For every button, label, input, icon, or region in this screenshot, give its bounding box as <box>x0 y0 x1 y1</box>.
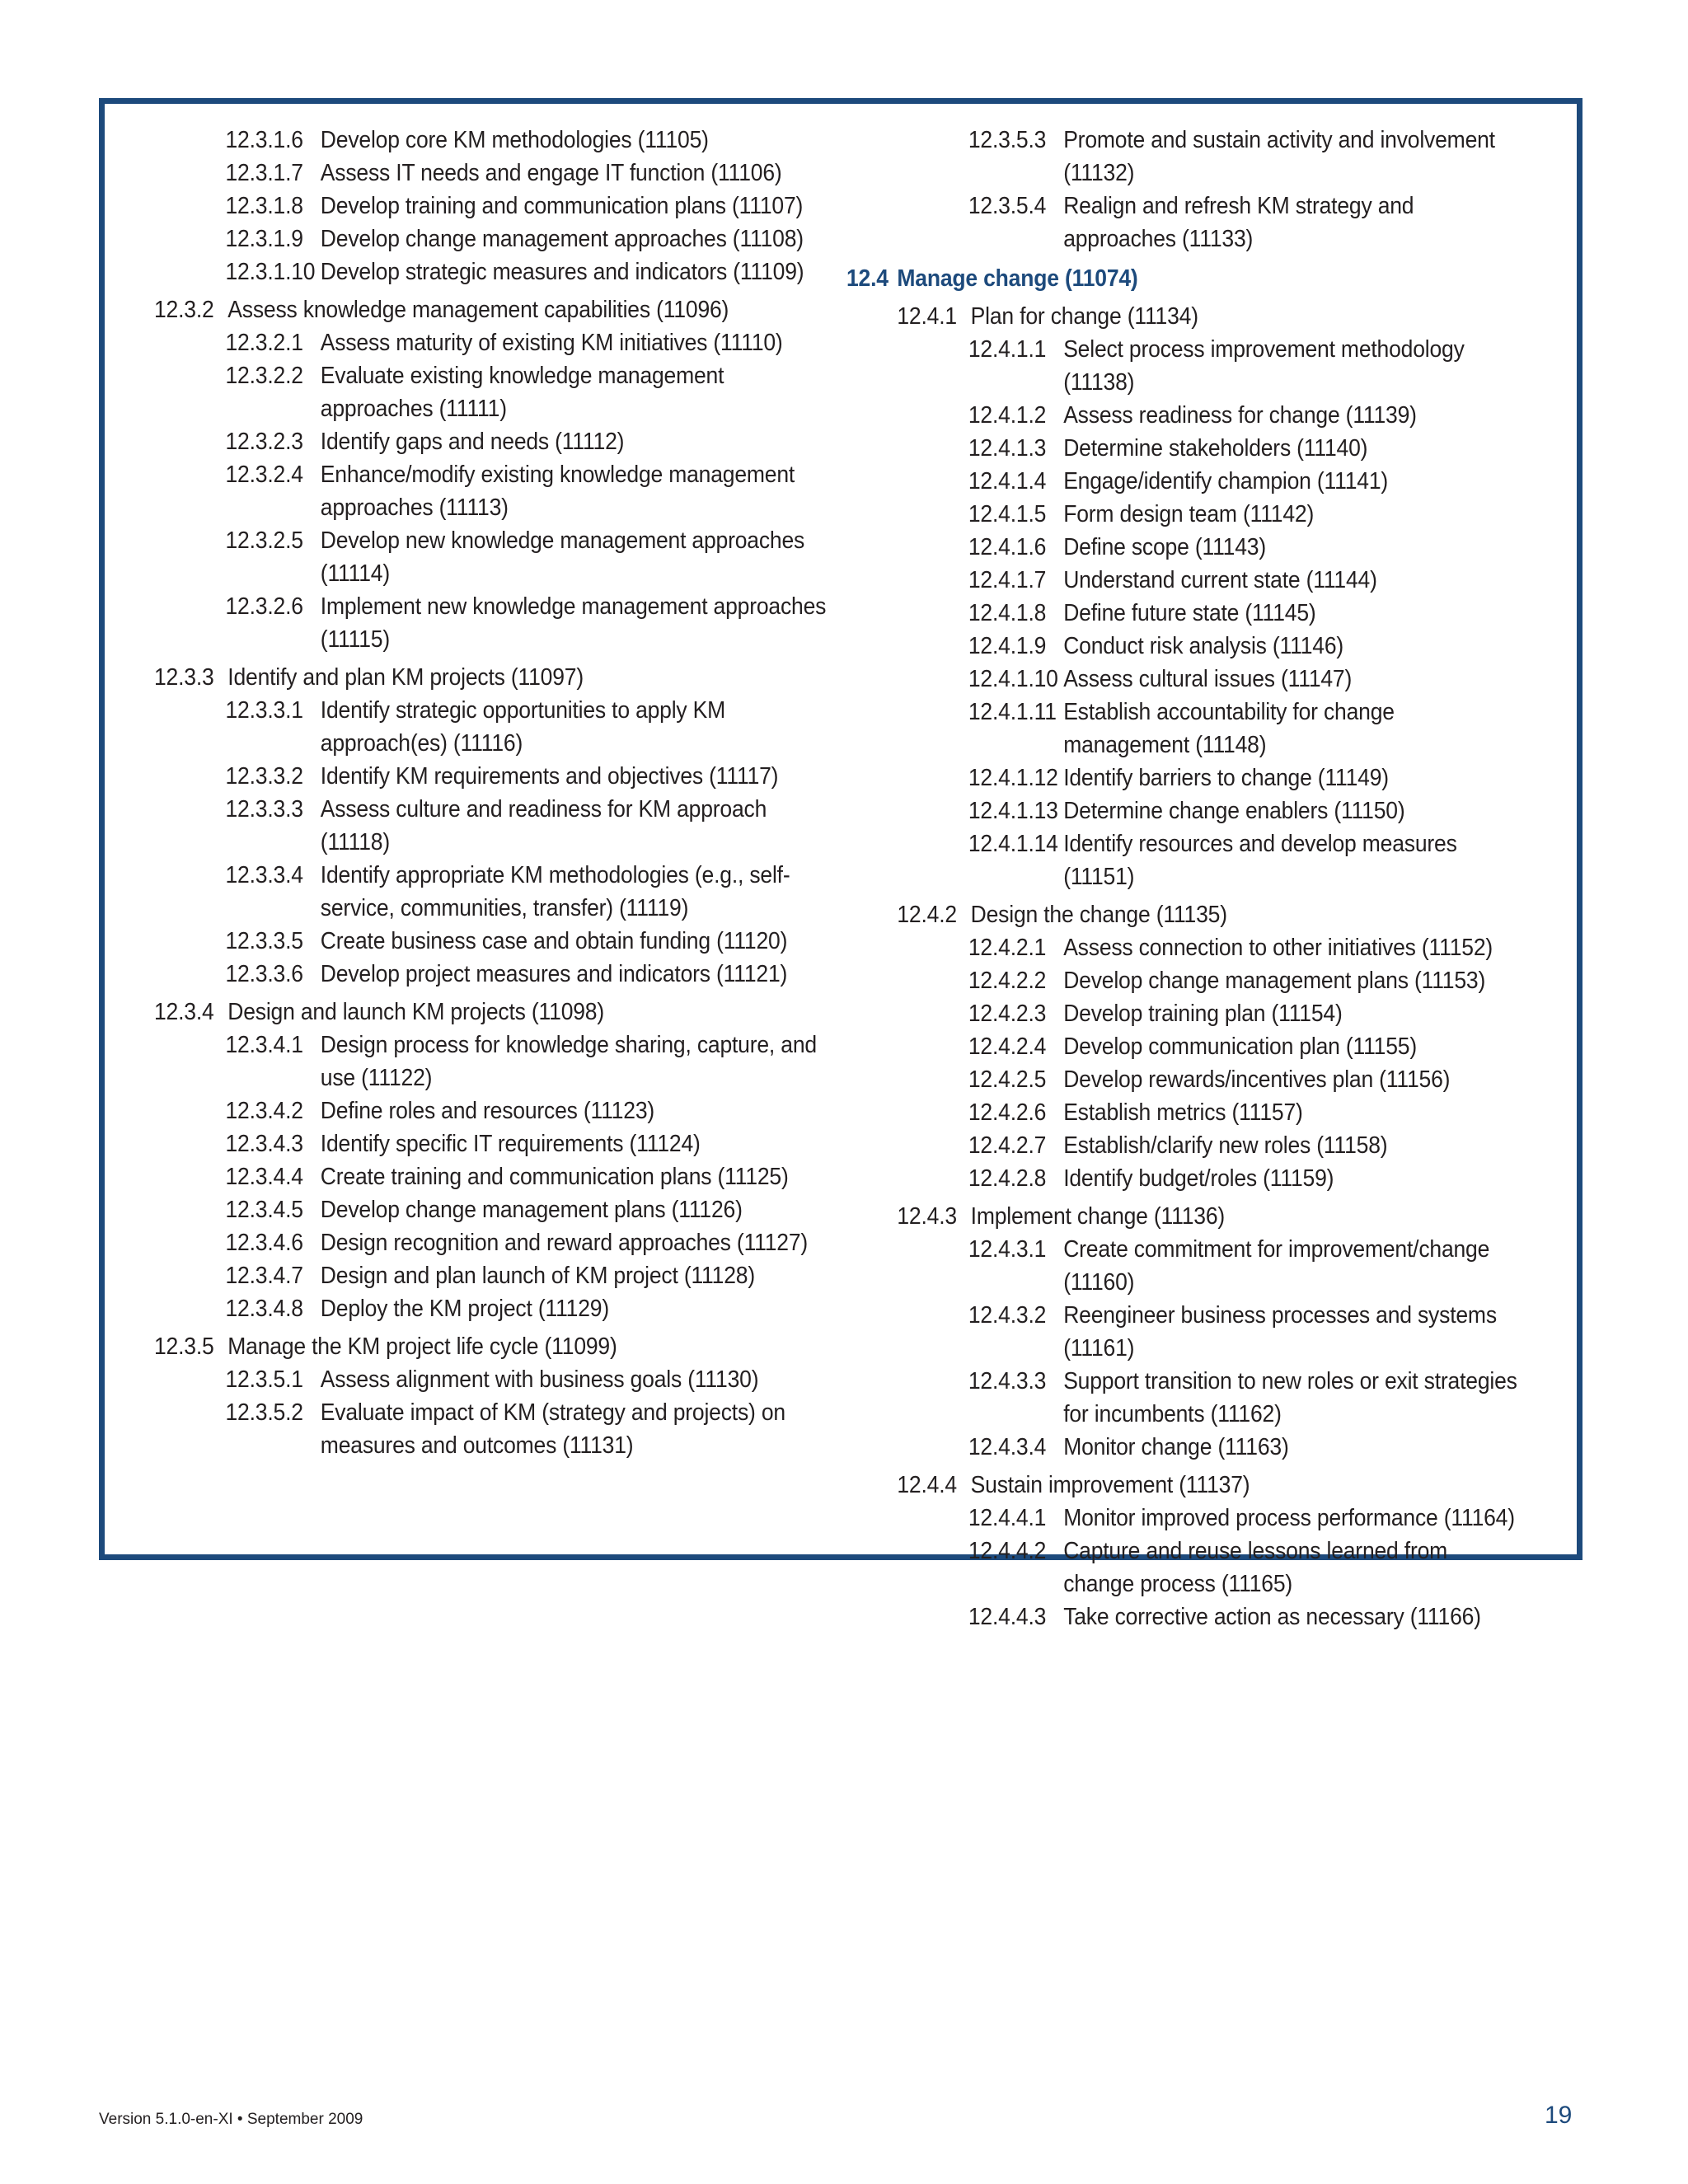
outline-item-level-4 <box>846 1299 1521 1365</box>
outline-item-level-4 <box>154 1094 837 1127</box>
outline-number: 12.4.3.3 <box>968 1368 1047 1394</box>
outline-text: Assess IT needs and engage IT function (11106) <box>320 160 782 186</box>
outline-number: 12.3.4.3 <box>225 1131 303 1157</box>
outline-text: Establish accountability for change management (11148) <box>1063 699 1395 758</box>
outline-number: 12.3.2.6 <box>225 593 303 620</box>
left-column <box>154 124 888 1462</box>
outline-item-level-4 <box>846 190 1521 255</box>
outline-text: Develop change management approaches (11108) <box>320 226 804 252</box>
outline-number: 12.3.3.1 <box>225 697 303 724</box>
outline-number: 12.3.5.4 <box>968 193 1047 219</box>
outline-item-level-4 <box>846 663 1521 696</box>
outline-item-level-4 <box>846 931 1521 964</box>
outline-number: 12.4.1.9 <box>968 633 1047 659</box>
outline-text: Determine stakeholders (11140) <box>1063 435 1368 462</box>
outline-item-level-4 <box>154 1226 837 1259</box>
outline-text: Design and plan launch of KM project (11128) <box>320 1263 755 1289</box>
outline-number: 12.4.2.2 <box>968 968 1047 994</box>
outline-text: Evaluate impact of KM (strategy and projects) on measures and outcomes (11131) <box>320 1399 785 1459</box>
outline-text: Design process for knowledge sharing, capture, and use (11122) <box>320 1032 817 1091</box>
outline-item-level-4 <box>154 255 837 288</box>
outline-number: 12.4.2.5 <box>968 1066 1047 1093</box>
outline-item-level-4 <box>154 793 837 859</box>
outline-number: 12.4.1.5 <box>968 501 1047 527</box>
outline-item-level-4 <box>846 964 1521 997</box>
outline-number: 12.4.2 <box>897 902 957 928</box>
outline-text: Determine change enablers (11150) <box>1063 798 1405 824</box>
outline-item-level-4 <box>154 1259 837 1292</box>
outline-text: Create commitment for improvement/change (11160) <box>1063 1236 1490 1296</box>
outline-number: 12.4 <box>846 265 889 292</box>
outline-text: Develop core KM methodologies (11105) <box>320 127 709 153</box>
outline-number: 12.4.1.13 <box>968 798 1058 824</box>
outline-text: Develop training and communication plans (11107) <box>320 193 804 219</box>
outline-number: 12.3.4.6 <box>225 1230 303 1256</box>
outline-text: Establish/clarify new roles (11158) <box>1063 1132 1388 1159</box>
outline-number: 12.4.1.7 <box>968 567 1047 593</box>
outline-item-level-4 <box>154 190 837 223</box>
outline-text: Assess cultural issues (11147) <box>1063 666 1353 692</box>
outline-item-level-4 <box>154 157 837 190</box>
outline-item-level-4 <box>846 1096 1521 1129</box>
outline-text: Assess maturity of existing KM initiatives (11110) <box>320 330 783 356</box>
outline-number: 12.4.1.1 <box>968 336 1047 363</box>
outline-number: 12.4.2.4 <box>968 1033 1047 1060</box>
outline-number: 12.3.3.3 <box>225 796 303 823</box>
outline-item-level-4 <box>154 223 837 255</box>
outline-text: Develop strategic measures and indicators (11109) <box>320 259 804 285</box>
outline-text: Identify appropriate KM methodologies (e.g., self-service, communities, transfer) (11119) <box>320 862 790 921</box>
outline-text: Take corrective action as necessary (11166) <box>1063 1604 1481 1630</box>
outline-number: 12.4.1.14 <box>968 831 1058 857</box>
outline-item-level-4 <box>154 760 837 793</box>
outline-number: 12.4.2.8 <box>968 1165 1047 1192</box>
outline-number: 12.4.4.1 <box>968 1505 1047 1531</box>
outline-number: 12.3.4.5 <box>225 1197 303 1223</box>
outline-text: Establish metrics (11157) <box>1063 1099 1303 1126</box>
outline-number: 12.4.1.8 <box>968 600 1047 626</box>
outline-text: Create business case and obtain funding (11120) <box>320 928 788 954</box>
outline-item-level-4 <box>846 762 1521 794</box>
outline-text: Develop new knowledge management approaches (11114) <box>320 527 805 587</box>
outline-item-level-4 <box>154 1396 837 1462</box>
outline-text: Sustain improvement (11137) <box>970 1472 1250 1498</box>
outline-text: Plan for change (11134) <box>970 303 1198 330</box>
outline-text: Identify and plan KM projects (11097) <box>227 664 584 691</box>
outline-number: 12.3.3.5 <box>225 928 303 954</box>
outline-item-level-4 <box>846 1365 1521 1431</box>
outline-number: 12.4.2.1 <box>968 935 1047 961</box>
content-frame <box>99 98 1582 1630</box>
outline-number: 12.3.5.2 <box>225 1399 303 1426</box>
outline-item-level-4 <box>846 432 1521 465</box>
outline-number: 12.4.1.3 <box>968 435 1047 462</box>
outline-text: Evaluate existing knowledge management approaches (11111) <box>320 363 724 422</box>
outline-number: 12.3.1.10 <box>225 259 316 285</box>
outline-text: Monitor improved process performance (11164) <box>1063 1505 1515 1531</box>
outline-number: 12.3.5.3 <box>968 127 1047 153</box>
outline-number: 12.4.4 <box>897 1472 957 1498</box>
outline-text: Implement change (11136) <box>970 1203 1226 1230</box>
outline-item-level-3 <box>846 300 1521 333</box>
outline-item-level-4 <box>154 1193 837 1226</box>
outline-item-level-4 <box>154 458 837 524</box>
version-footer: Version 5.1.0-en-XI • September 2009 <box>99 2111 363 2128</box>
outline-text: Assess connection to other initiatives (11152) <box>1063 935 1493 961</box>
outline-item-level-3 <box>154 293 837 326</box>
outline-text: Define future state (11145) <box>1063 600 1316 626</box>
outline-number: 12.3.3 <box>154 664 214 691</box>
outline-text: Create training and communication plans (11125) <box>320 1164 789 1190</box>
outline-item-level-4 <box>846 794 1521 827</box>
outline-item-level-4 <box>154 1363 837 1396</box>
outline-number: 12.4.3.4 <box>968 1434 1047 1460</box>
outline-number: 12.3.4.8 <box>225 1296 303 1322</box>
outline-text: Manage change (11074) <box>897 265 1138 292</box>
outline-text: Form design team (11142) <box>1063 501 1315 527</box>
outline-item-level-4 <box>846 333 1521 399</box>
outline-item-level-4 <box>846 498 1521 531</box>
outline-item-level-4 <box>154 524 837 590</box>
outline-number: 12.4.1.2 <box>968 402 1047 429</box>
outline-text: Realign and refresh KM strategy and approaches (11133) <box>1063 193 1414 252</box>
outline-number: 12.4.1.12 <box>968 765 1058 791</box>
outline-text: Identify barriers to change (11149) <box>1063 765 1389 791</box>
outline-text: Identify specific IT requirements (11124) <box>320 1131 701 1157</box>
outline-number: 12.3.3.2 <box>225 763 303 790</box>
outline-text: Engage/identify champion (11141) <box>1063 468 1389 494</box>
outline-text: Assess knowledge management capabilities (11096) <box>227 297 729 323</box>
outline-item-level-4 <box>846 399 1521 432</box>
outline-text: Implement new knowledge management approaches (11115) <box>320 593 827 653</box>
outline-number: 12.3.4 <box>154 999 214 1025</box>
outline-item-level-4 <box>154 1127 837 1160</box>
outline-text: Conduct risk analysis (11146) <box>1063 633 1344 659</box>
outline-number: 12.3.4.2 <box>225 1098 303 1124</box>
outline-text: Develop training plan (11154) <box>1063 1001 1343 1027</box>
outline-item-level-4 <box>154 326 837 359</box>
outline-text: Monitor change (11163) <box>1063 1434 1289 1460</box>
outline-text: Assess alignment with business goals (11130) <box>320 1366 759 1393</box>
outline-number: 12.3.1.7 <box>225 160 303 186</box>
outline-number: 12.4.3.1 <box>968 1236 1047 1263</box>
outline-text: Identify resources and develop measures (11151) <box>1063 831 1457 890</box>
outline-number: 12.3.1.8 <box>225 193 303 219</box>
outline-item-level-3 <box>846 898 1521 931</box>
outline-text: Identify gaps and needs (11112) <box>320 429 625 455</box>
outline-number: 12.4.3.2 <box>968 1302 1047 1329</box>
outline-text: Develop change management plans (11126) <box>320 1197 743 1223</box>
outline-item-level-4 <box>154 925 837 958</box>
outline-item-level-4 <box>154 359 837 425</box>
outline-item-level-4 <box>846 124 1521 190</box>
outline-item-level-3 <box>846 1200 1521 1233</box>
outline-item-level-4 <box>846 1431 1521 1464</box>
outline-text: Design and launch KM projects (11098) <box>227 999 605 1025</box>
outline-item-level-4 <box>846 997 1521 1030</box>
outline-item-level-4 <box>846 1162 1521 1195</box>
outline-number: 12.3.2.2 <box>225 363 303 389</box>
outline-number: 12.3.2.3 <box>225 429 303 455</box>
outline-item-level-4 <box>154 859 837 925</box>
outline-item-level-4 <box>154 124 837 157</box>
outline-number: 12.3.3.6 <box>225 961 303 987</box>
outline-text: Enhance/modify existing knowledge management approaches (11113) <box>320 462 795 521</box>
outline-number: 12.4.1.6 <box>968 534 1047 560</box>
outline-item-level-3 <box>154 996 837 1029</box>
outline-number: 12.3.4.4 <box>225 1164 303 1190</box>
outline-item-level-4 <box>846 696 1521 762</box>
outline-text: Capture and reuse lessons learned from change process (11165) <box>1063 1538 1448 1597</box>
outline-number: 12.3.2.5 <box>225 527 303 554</box>
outline-number: 12.4.2.7 <box>968 1132 1047 1159</box>
outline-item-level-4 <box>846 531 1521 564</box>
outline-item-level-4 <box>846 1233 1521 1299</box>
outline-text: Assess readiness for change (11139) <box>1063 402 1417 429</box>
outline-number: 12.3.1.6 <box>225 127 303 153</box>
outline-item-level-4 <box>154 958 837 991</box>
outline-number: 12.3.2.1 <box>225 330 303 356</box>
outline-number: 12.4.1.11 <box>968 699 1057 725</box>
outline-number: 12.3.2 <box>154 297 214 323</box>
outline-item-level-4 <box>846 564 1521 597</box>
outline-number: 12.4.4.2 <box>968 1538 1047 1564</box>
outline-number: 12.3.5 <box>154 1333 214 1360</box>
outline-item-level-2 <box>846 262 1521 295</box>
outline-text: Identify strategic opportunities to apply KM approach(es) (11116) <box>320 697 726 757</box>
outline-number: 12.3.2.4 <box>225 462 303 488</box>
outline-text: Define roles and resources (11123) <box>320 1098 655 1124</box>
outline-item-level-4 <box>846 1030 1521 1063</box>
outline-number: 12.3.5.1 <box>225 1366 303 1393</box>
outline-text: Identify KM requirements and objectives (11117) <box>320 763 779 790</box>
outline-text: Design the change (11135) <box>970 902 1227 928</box>
outline-number: 12.4.1.10 <box>968 666 1058 692</box>
outline-text: Select process improvement methodology (11138) <box>1063 336 1465 396</box>
outline-text: Develop communication plan (11155) <box>1063 1033 1417 1060</box>
outline-text: Deploy the KM project (11129) <box>320 1296 609 1322</box>
outline-item-level-4 <box>154 590 837 656</box>
outline-text: Reengineer business processes and systems (11161) <box>1063 1302 1497 1361</box>
outline-item-level-4 <box>846 597 1521 630</box>
outline-text: Define scope (11143) <box>1063 534 1266 560</box>
outline-text: Support transition to new roles or exit strategies for incumbents (11162) <box>1063 1368 1517 1427</box>
outline-item-level-4 <box>154 1029 837 1094</box>
outline-number: 12.3.4.7 <box>225 1263 303 1289</box>
outline-text: Understand current state (11144) <box>1063 567 1377 593</box>
outline-text: Assess culture and readiness for KM approach (11118) <box>320 796 767 855</box>
outline-item-level-4 <box>846 1601 1521 1633</box>
outline-item-level-4 <box>846 827 1521 893</box>
outline-item-level-4 <box>154 1292 837 1325</box>
outline-item-level-4 <box>846 465 1521 498</box>
outline-number: 12.3.3.4 <box>225 862 303 888</box>
outline-item-level-4 <box>846 1063 1521 1096</box>
outline-item-level-4 <box>846 1535 1521 1601</box>
outline-text: Promote and sustain activity and involvement (11132) <box>1063 127 1495 186</box>
outline-text: Develop project measures and indicators (11121) <box>320 961 788 987</box>
outline-text: Design recognition and reward approaches (11127) <box>320 1230 809 1256</box>
outline-text: Develop rewards/incentives plan (11156) <box>1063 1066 1451 1093</box>
outline-item-level-4 <box>154 694 837 760</box>
right-column <box>846 124 1572 1633</box>
outline-item-level-3 <box>154 1330 837 1363</box>
outline-text: Manage the KM project life cycle (11099) <box>227 1333 617 1360</box>
outline-number: 12.3.4.1 <box>225 1032 303 1058</box>
outline-number: 12.4.2.6 <box>968 1099 1047 1126</box>
outline-item-level-4 <box>846 1129 1521 1162</box>
page-number: 19 <box>1545 2102 1573 2129</box>
outline-number: 12.4.1 <box>897 303 957 330</box>
outline-text: Develop change management plans (11153) <box>1063 968 1486 994</box>
outline-number: 12.4.3 <box>897 1203 957 1230</box>
outline-number: 12.4.2.3 <box>968 1001 1047 1027</box>
outline-item-level-3 <box>846 1469 1521 1502</box>
outline-item-level-4 <box>846 1502 1521 1535</box>
outline-number: 12.3.1.9 <box>225 226 303 252</box>
outline-number: 12.4.4.3 <box>968 1604 1047 1630</box>
outline-item-level-4 <box>846 630 1521 663</box>
outline-number: 12.4.1.4 <box>968 468 1047 494</box>
outline-item-level-4 <box>154 425 837 458</box>
outline-item-level-3 <box>154 661 837 694</box>
outline-item-level-4 <box>154 1160 837 1193</box>
outline-text: Identify budget/roles (11159) <box>1063 1165 1334 1192</box>
